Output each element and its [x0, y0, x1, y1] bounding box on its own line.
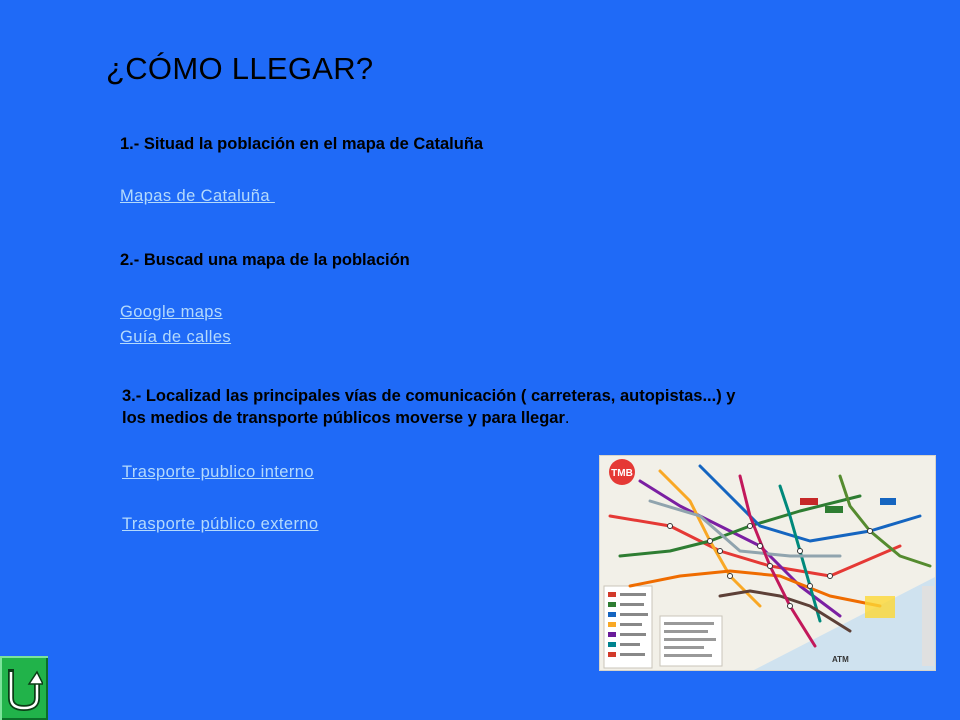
metro-map-image — [599, 455, 936, 671]
tmb-badge-label: TMB — [611, 468, 633, 479]
step-3-text — [122, 385, 735, 429]
link-transporte-externo[interactable]: Trasporte público externo — [122, 515, 319, 533]
step-3-period: . — [564, 409, 570, 427]
link-mapas-cataluna[interactable]: Mapas de Cataluña — [120, 187, 275, 205]
step-3-line-2: los medios de transporte públicos moverse y para llegar — [122, 409, 565, 427]
link-transporte-interno[interactable]: Trasporte publico interno — [122, 463, 314, 481]
step-1-text: 1.- Situad la población en el mapa de Cataluña — [120, 135, 484, 153]
step-3-line-1: 3.- Localizad las principales vías de comunicación ( carreteras, autopistas...) y — [122, 387, 736, 405]
home-button[interactable] — [0, 656, 48, 720]
step-2-text: 2.- Buscad una mapa de la población — [120, 251, 410, 269]
page-title: ¿CÓMO LLEGAR? — [106, 51, 374, 86]
atm-label: ATM — [832, 655, 849, 664]
tmb-badge — [609, 459, 635, 485]
metro-map-graphic — [600, 456, 936, 671]
link-guia-calles[interactable]: Guía de calles — [120, 328, 232, 346]
link-google-maps[interactable]: Google maps — [120, 303, 223, 321]
u-turn-arrow-icon — [5, 668, 43, 712]
